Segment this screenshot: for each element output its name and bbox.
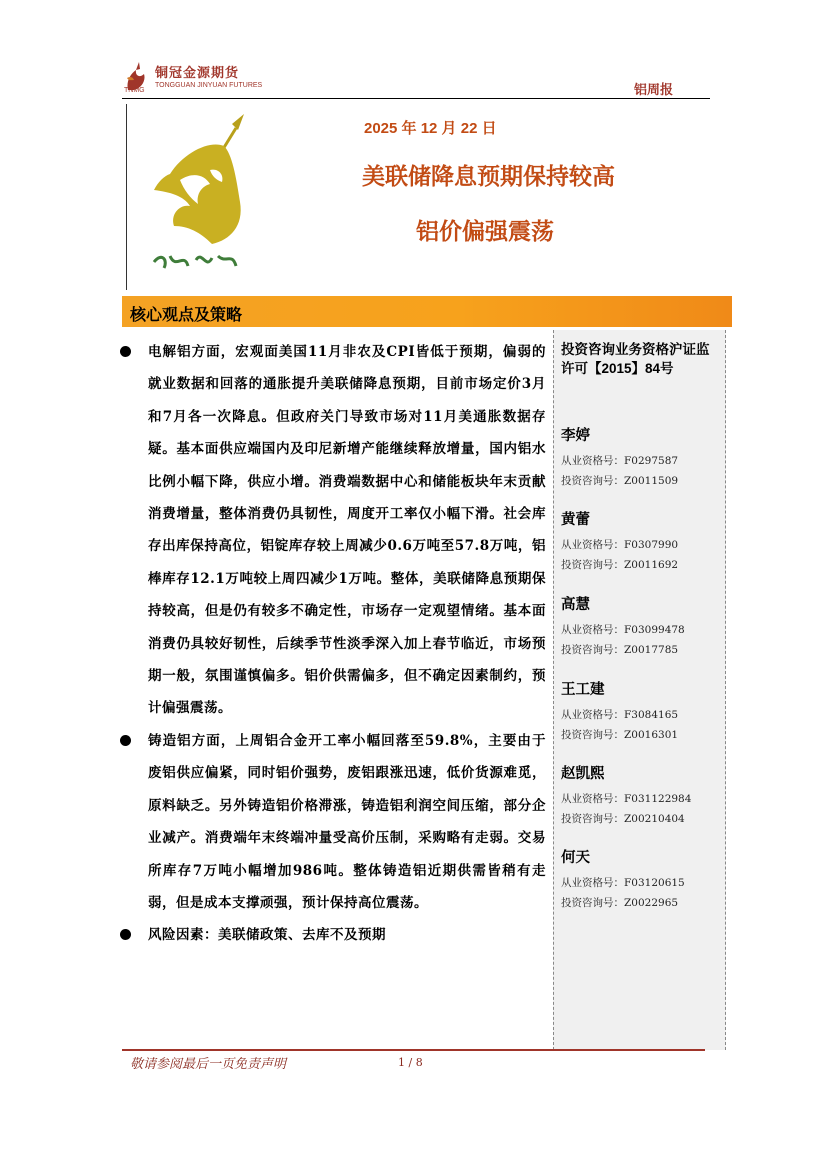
company-name-en: TONGGUAN JINYUAN FUTURES [155,82,263,89]
inv-number: Z0011509 [624,475,679,487]
bullet-dot-icon [120,929,131,940]
qual-label: 从业资格号： [561,624,624,636]
analyst-qual-line [561,620,721,640]
qual-number: F0297587 [624,455,679,467]
analyst-qual-line [561,705,721,725]
analyst-card [561,848,721,913]
analyst-inv-line [561,725,721,745]
bullet-electrolytic-aluminum [116,336,546,725]
page-number: 1 / 8 [398,1056,423,1069]
section-title: 核心观点及策略 [130,307,243,324]
analyst-card [561,680,721,745]
qual-number: F03099478 [624,624,685,636]
inv-number: Z00210404 [624,813,685,825]
footer-divider [122,1049,705,1051]
inv-label: 投资咨询号： [561,475,624,487]
analyst-sidebar [553,330,726,1050]
analyst-qual-line [561,873,721,893]
analyst-inv-line [561,640,721,660]
inv-label: 投资咨询号： [561,813,624,825]
analyst-qual-line [561,535,721,555]
inv-number: Z0017785 [624,644,679,656]
inv-label: 投资咨询号： [561,897,624,909]
bullet-dot-icon [120,735,131,746]
inv-label: 投资咨询号： [561,559,624,571]
emblem-horse-icon [140,110,260,282]
bullet-text: 电解铝方面，宏观面美国11月非农及CPI皆低于预期，偏弱的就业数据和回落的通胀提升美联储降息预期，目前市场定价3月和7月各一次降息。但政府关门导致市场对11月美通胀数据存疑。基本面供应端国内及印尼新增产能继续释放增量，国内铝水比例小幅下降，供应小增。消费端数据中心和储能板块年末贡献消费增量，整体消费仍具韧性，周度开工率仅小幅下滑。社会库存出库保持高位，铝锭库存较上周减少0.6万吨至57.8万吨，铝棒库存12.1万吨较上周四减少1万吨。整体，美联储降息预期保持较高，但是仍有较多不确定性，市场存一定观望情绪。基本面消费仍具较好韧性，后续季节性淡季深入加上春节临近，市场预期一般，氛围谨慎偏多。铝价供需偏多，但不确定因素制约，预计偏强震荡。 [148,344,546,717]
bullet-risk-factors [116,919,546,951]
analyst-name: 黄蕾 [561,512,590,528]
bullet-text: 铸造铝方面，上周铝合金开工率小幅回落至59.8%，主要由于废铝供应偏紧，同时铝价强势，废铝跟涨迅速，低价货源难觅，原料缺乏。另外铸造铝价格滞涨，铸造铝利润空间压缩，部分企业减产。消费端年末终端冲量受高价压制，采购略有走弱。交易所库存7万吨小幅增加986吨。整体铸造铝近期供需皆稍有走弱，但是成本支撑顽强，预计保持高位震荡。 [148,732,546,911]
sidebar-border-left [553,330,554,1050]
bullet-text: 风险因素：美联储政策、去库不及预期 [148,927,386,944]
analyst-card [561,510,721,575]
qual-number: F3084165 [624,709,679,721]
core-views-content [116,330,546,952]
analyst-card [561,764,721,829]
company-name-cn: 铜冠金源期货 [155,66,240,81]
bullet-cast-aluminum [116,725,546,919]
inv-label: 投资咨询号： [561,644,624,656]
analyst-name: 王工建 [561,682,605,698]
title-divider [126,104,127,290]
analyst-name: 赵凯熙 [561,766,605,782]
analyst-qual-line [561,451,721,471]
analyst-inv-line [561,555,721,575]
qual-label: 从业资格号： [561,539,624,551]
company-abbr: TNMG [124,87,145,94]
header-divider [122,98,710,99]
analyst-inv-line [561,809,721,829]
analyst-name: 何天 [561,850,590,866]
report-title-line1: 美联储降息预期保持较高 [362,163,615,189]
bullet-dot-icon [120,346,131,357]
qual-label: 从业资格号： [561,709,624,721]
analyst-inv-line [561,471,721,491]
analyst-card [561,595,721,660]
sidebar-border-right [725,330,726,1050]
analyst-inv-line [561,893,721,913]
inv-label: 投资咨询号： [561,729,624,741]
qualification-text: 投资咨询业务资格沪证监许可【2015】84号 [561,342,710,376]
analyst-card [561,426,721,491]
qual-number: F03120615 [624,877,685,889]
inv-number: Z0011692 [624,559,679,571]
report-date: 2025 年 12 月 22 日 [364,120,497,137]
qual-label: 从业资格号： [561,877,624,889]
disclaimer-link[interactable]: 敬请参阅最后一页免责声明 [130,1057,287,1072]
inv-number: Z0022965 [624,897,679,909]
analyst-name: 高慧 [561,597,590,613]
report-title-line2: 铝价偏强震荡 [416,218,554,244]
inv-number: Z0016301 [624,729,679,741]
qual-label: 从业资格号： [561,793,624,805]
qual-label: 从业资格号： [561,455,624,467]
report-type: 铝周报 [634,83,674,98]
analyst-qual-line [561,789,721,809]
qual-number: F0307990 [624,539,679,551]
analyst-name: 李婷 [561,428,590,444]
qual-number: F031122984 [624,793,692,805]
